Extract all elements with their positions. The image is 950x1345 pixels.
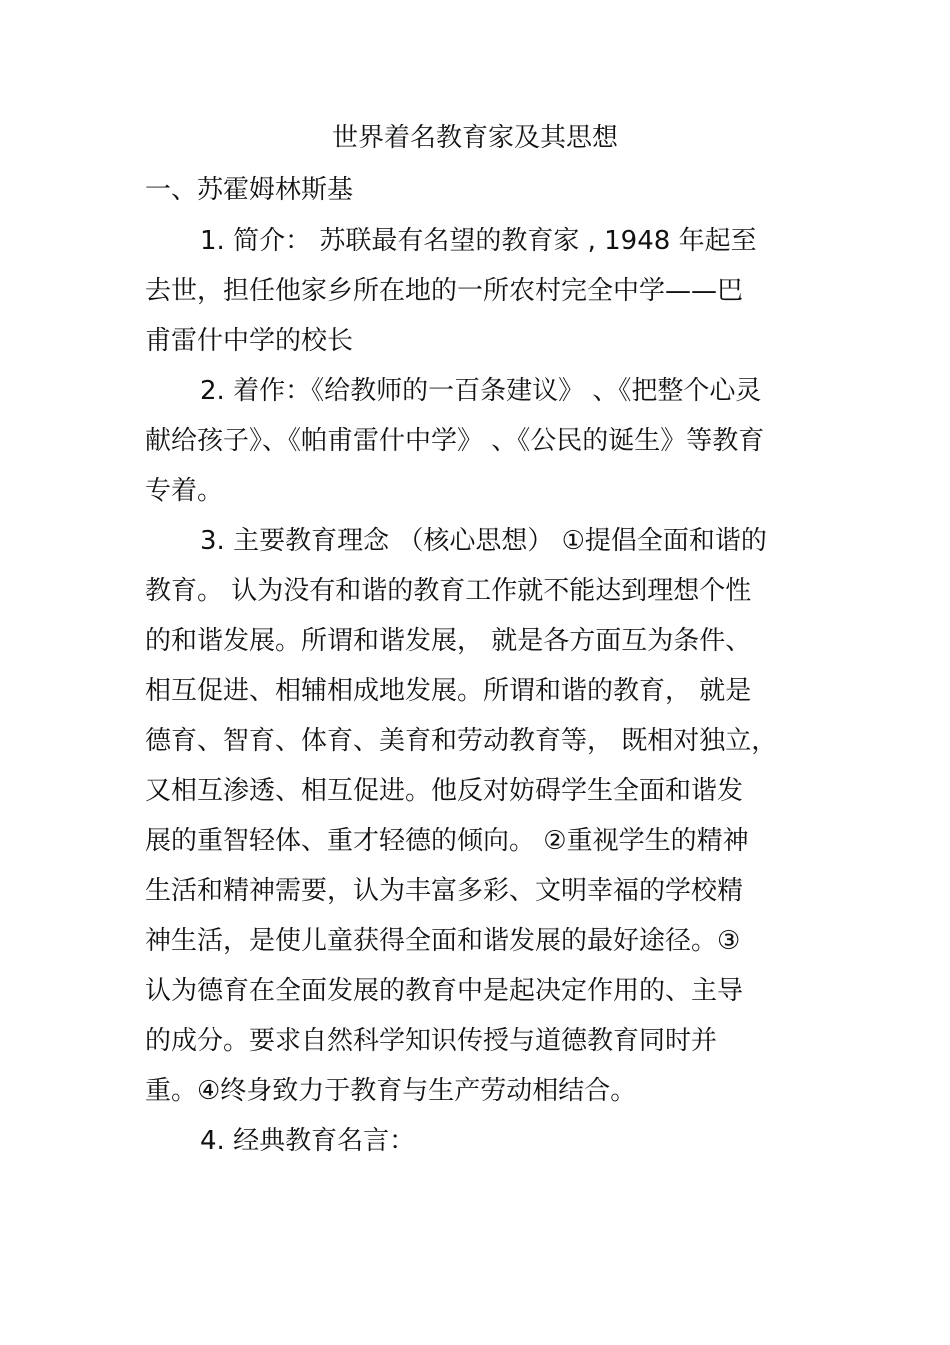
item-3-line-11: 的成分。要求自然科学知识传授与道德教育同时并 [145,1026,718,1056]
item-1-line-1: 1. 简介： 苏联最有名望的教育家 , 1948 年起至 [200,226,757,256]
item-3-line-6: 又相互渗透、相互促进。他反对妨碍学生全面和谐发 [145,776,744,806]
item-3-line-1: 3. 主要教育理念 （核心思想） ①提倡全面和谐的 [200,526,767,556]
item-1-line-3: 甫雷什中学的校长 [145,326,354,356]
item-3-line-2: 教育。 认为没有和谐的教育工作就不能达到理想个性 [145,576,752,606]
item-3-line-5: 德育、智育、体育、美育和劳动教育等， 既相对独立， [145,726,778,756]
item-4-line-1: 4. 经典教育名言： [200,1126,416,1156]
item-2-line-2: 献给孩子》、《帕甫雷什中学》 、《公民的诞生》等教育 [145,426,765,456]
item-2-line-1: 2. 着作：《给教师的一百条建议》 、《把整个心灵 [200,376,762,406]
item-3-line-10: 认为德育在全面发展的教育中是起决定作用的、主导 [145,976,744,1006]
section-heading: 一、苏霍姆林斯基 [145,175,354,205]
item-3-line-9: 神生活，是使儿童获得全面和谐发展的最好途径。③ [145,926,741,956]
item-2-line-3: 专着。 [145,476,224,506]
item-3-line-8: 生活和精神需要，认为丰富多彩、文明幸福的学校精 [145,876,744,906]
item-1-line-2: 去世，担任他家乡所在地的一所农村完全中学——巴 [145,276,744,306]
item-3-line-12: 重。④终身致力于教育与生产劳动相结合。 [145,1076,637,1106]
document-title: 世界着名教育家及其思想 [331,123,618,153]
item-3-line-7: 展的重智轻体、重才轻德的倾向。 ②重视学生的精神 [145,826,749,856]
item-3-line-3: 的和谐发展。所谓和谐发展， 就是各方面互为条件、 [145,626,752,656]
item-3-line-4: 相互促进、相辅相成地发展。所谓和谐的教育， 就是 [145,676,752,706]
